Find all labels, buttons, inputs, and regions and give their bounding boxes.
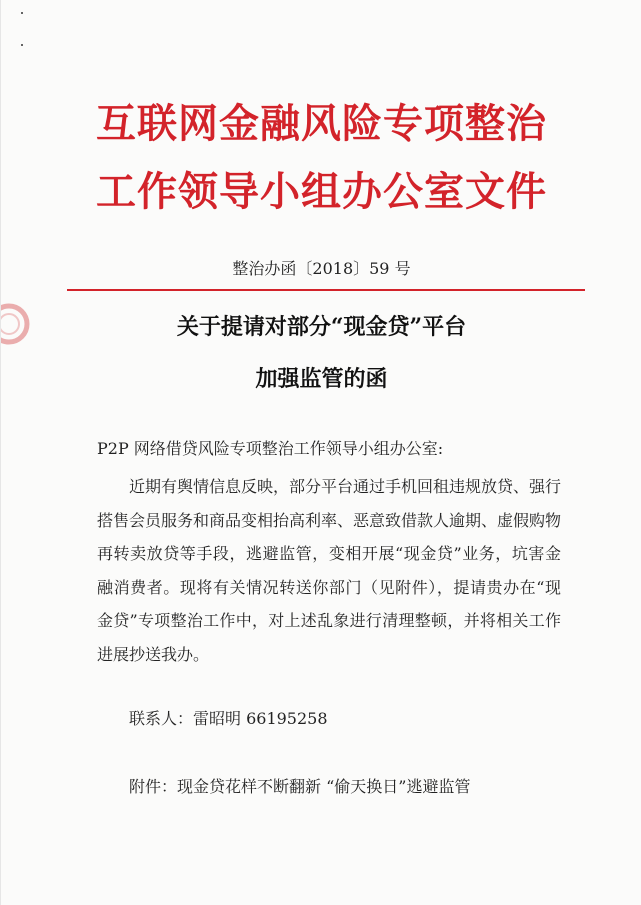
header-title-line1: 互联网金融风险专项整治 xyxy=(96,100,547,147)
attachment-note: 附件：现金贷花样不断翻新 “偷天换日”逃避监管 xyxy=(129,777,471,796)
addressee: P2P 网络借贷风险专项整治工作领导小组办公室: xyxy=(97,439,444,458)
header-title-line2: 工作领导小组办公室文件 xyxy=(96,168,547,215)
subject-line1: 关于提请对部分“现金贷”平台 xyxy=(176,314,467,340)
scan-speck xyxy=(21,44,23,46)
red-separator-line xyxy=(67,289,585,291)
body-paragraph: 近期有舆情信息反映，部分平台通过手机回租违规放贷、强行搭售会员服务和商品变相抬高利率、恶意致借款人逾期、虚假购物再转卖放贷等手段，逃避监管，变相开展“现金贷”业务，坑害金融消费者。现将有关情况转送你部门（见附件），提请贵办在“现金贷”专项整治工作中，对上述乱象进行清理整顿，并将相关工作进展抄送我办。 xyxy=(97,477,562,664)
subject-line2: 加强监管的函 xyxy=(255,366,388,392)
document-number: 整治办函〔2018〕59 号 xyxy=(232,259,411,278)
scan-speck xyxy=(21,12,23,14)
contact-person: 联系人：雷昭明 66195258 xyxy=(129,709,328,728)
